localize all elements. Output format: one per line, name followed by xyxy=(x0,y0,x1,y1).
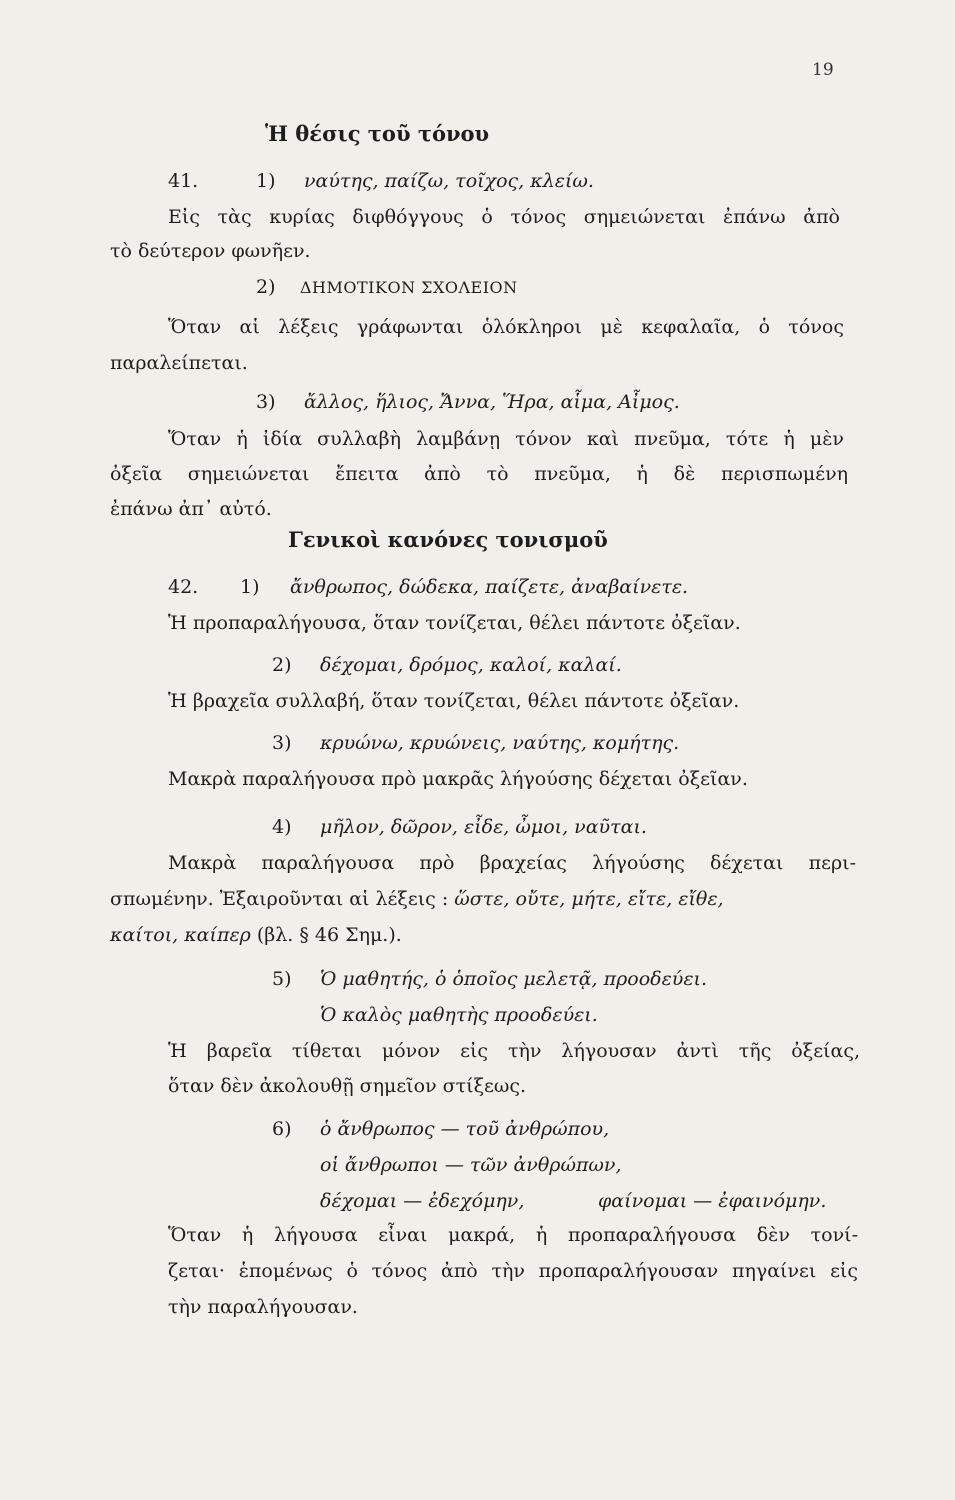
example-line: ὁ ἄνθρωπος — τοῦ ἀνθρώπου, xyxy=(320,1118,610,1140)
item-number: 4) xyxy=(272,816,292,838)
rule-text xyxy=(110,926,402,945)
cross-reference: (βλ. § 46 Σημ.). xyxy=(256,924,402,946)
example-words: ὥστε, οὔτε, μήτε, εἴτε, εἴθε, xyxy=(454,888,724,910)
section-number-42: 42. xyxy=(168,576,199,598)
rule-text: Μακρὰ παραλήγουσα πρὸ μακρᾶς λήγούσης δέχεται ὀξεῖαν. xyxy=(168,768,748,790)
item-number: 6) xyxy=(272,1118,292,1140)
example-line: οἱ ἄνθρωποι — τῶν ἀνθρώπων, xyxy=(320,1154,622,1176)
rule-text: παραλείπεται. xyxy=(110,352,248,374)
rule-text: ὅταν δὲν ἀκολουθῇ σημεῖον στίξεως. xyxy=(168,1075,527,1097)
rule-text: Ὅταν ἡ ἰδία συλλαβὴ λαμβάνῃ τόνον καὶ πνεῦμα, τότε ἡ μὲν xyxy=(168,428,844,450)
section-subtitle: Γενικοὶ κανόνες τονισμοῦ xyxy=(288,527,608,552)
rule-text: ὀξεῖα σημειώνεται ἔπειτα ἀπὸ τὸ πνεῦμα, ἡ δὲ περισπωμένη xyxy=(110,463,848,485)
section-number-41: 41. xyxy=(168,170,199,192)
item-number: 1) xyxy=(256,170,276,192)
rule-text: ἐπάνω ἀπ᾿ αὐτό. xyxy=(110,498,272,520)
example-line: Ὁ καλὸς μαθητὴς προοδεύει. xyxy=(320,1004,598,1026)
rule-text: Μακρὰ παραλήγουσα πρὸ βραχείας λήγούσης δέχεται περι- xyxy=(168,852,856,874)
example-line: δέχομαι — ἐδεχόμην, xyxy=(320,1190,525,1212)
example-words: καίτοι, καίπερ xyxy=(110,924,251,946)
item-number: 3) xyxy=(256,391,276,413)
item-number: 2) xyxy=(256,276,276,298)
page-number: 19 xyxy=(812,60,834,80)
example-line: μῆλον, δῶρον, εἶδε, ὦμοι, ναῦται. xyxy=(320,816,647,838)
rule-text: Ἡ βραχεῖα συλλαβή, ὅταν τονίζεται, θέλει πάντοτε ὀξεῖαν. xyxy=(168,690,740,712)
rule-text: τὴν παραλήγουσαν. xyxy=(168,1296,358,1318)
rule-text xyxy=(110,890,724,909)
rule-text: Ὅταν αἱ λέξεις γράφωνται ὁλόκληροι μὲ κεφαλαῖα, ὁ τόνος xyxy=(168,316,844,338)
example-line: Ὁ μαθητής, ὁ ὁποῖος μελετᾷ, προοδεύει. xyxy=(320,968,708,990)
rule-text: Εἰς τὰς κυρίας διφθόγγους ὁ τόνος σημειώνεται ἐπάνω ἀπὸ xyxy=(168,206,840,228)
example-line: δέχομαι, δρόμος, καλοί, καλαί. xyxy=(320,654,622,676)
rule-text: Ὅταν ἡ λήγουσα εἶναι μακρά, ἡ προπαραλήγουσα δὲν τονί- xyxy=(168,1224,858,1246)
rule-text: τὸ δεύτερον φωνῆεν. xyxy=(110,240,311,262)
item-number: 2) xyxy=(272,654,292,676)
rule-text: Ἡ βαρεῖα τίθεται μόνον εἰς τὴν λήγουσαν ἀντὶ τῆς ὀξείας, xyxy=(168,1040,860,1062)
item-number: 5) xyxy=(272,968,292,990)
item-number: 1) xyxy=(240,576,260,598)
example-line: ΔΗΜΟΤΙΚΟΝ ΣΧΟΛΕΙΟΝ xyxy=(300,278,518,297)
rule-text: Ἡ προπαραλήγουσα, ὅταν τονίζεται, θέλει πάντοτε ὀξεῖαν. xyxy=(168,612,741,634)
example-line: ναύτης, παίζω, τοῖχος, κλείω. xyxy=(304,170,594,192)
example-line: ἄλλος, ἥλιος, Ἄννα, Ἥρα, αἷμα, Αἶμος. xyxy=(304,391,680,413)
example-line: ἄνθρωπος, δώδεκα, παίζετε, ἀναβαίνετε. xyxy=(290,576,689,598)
item-number: 3) xyxy=(272,732,292,754)
rule-text-fragment: σπωμένην. Ἐξαιροῦνται αἱ λέξεις : xyxy=(110,888,449,910)
section-title: Ἡ θέσις τοῦ τόνου xyxy=(265,121,490,146)
rule-text: ζεται· ἑπομένως ὁ τόνος ἀπὸ τὴν προπαραλήγουσαν πηγαίνει εἰς xyxy=(168,1260,858,1282)
example-line: κρυώνω, κρυώνεις, ναύτης, κομήτης. xyxy=(320,732,680,754)
example-line: φαίνομαι — ἐφαινόμην. xyxy=(598,1190,827,1212)
